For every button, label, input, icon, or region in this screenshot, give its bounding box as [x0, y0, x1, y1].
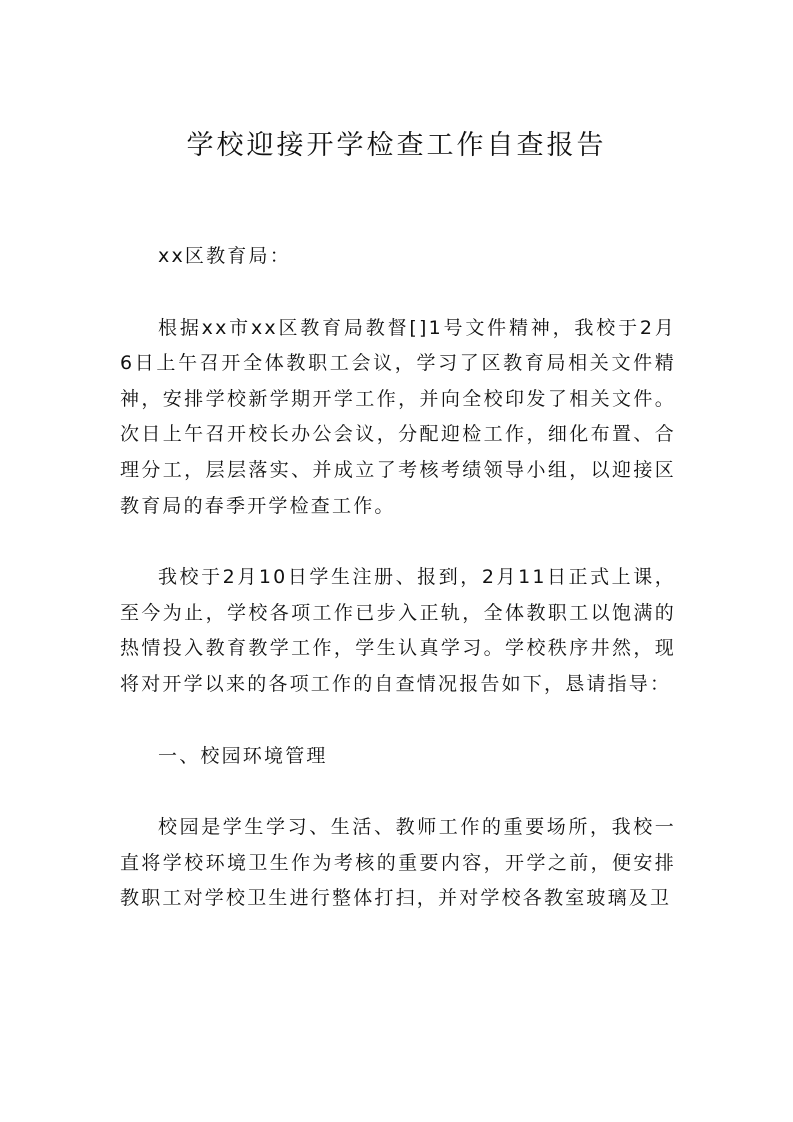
paragraph-status: 我校于2月10日学生注册、报到，2月11日正式上课，至今为止，学校各项工作已步入正轨，全体教职工以饱满的热情投入教育教学工作，学生认真学习。学校秩序井然，现将对开学以来的各项工作的自查情况报告如下，恳请指导： [120, 566, 676, 695]
salutation: xx区教育局： [158, 245, 291, 267]
paragraph-gap [120, 703, 676, 739]
paragraph-intro: 根据xx市xx区教育局教督[]1号文件精神，我校于2月6日上午召开全体教职工会议，学习了区教育局相关文件精神，安排学校新学期开学工作，并向全校印发了相关文件。次日上午召开校长办公会议，分配迎检工作，细化布置、合理分工，层层落实、并成立了考核考绩领导小组，以迎接区教育局的春季开学检查工作。 [120, 316, 676, 517]
section-paragraph: 校园是学生学习、生活、教师工作的重要场所，我校一直将学校环境卫生作为考核的重要内容，开学之前，便安排教职工对学校卫生进行整体打扫，并对学校各教室玻璃及卫 [120, 816, 676, 910]
paragraph-gap [120, 524, 676, 560]
section-heading: 一、校园环境管理 [158, 744, 328, 767]
document-title: 学校迎接开学检查工作自查报告 [186, 130, 607, 161]
paragraph-gap [120, 774, 676, 810]
document-body [120, 239, 676, 917]
paragraph-gap [120, 275, 676, 311]
